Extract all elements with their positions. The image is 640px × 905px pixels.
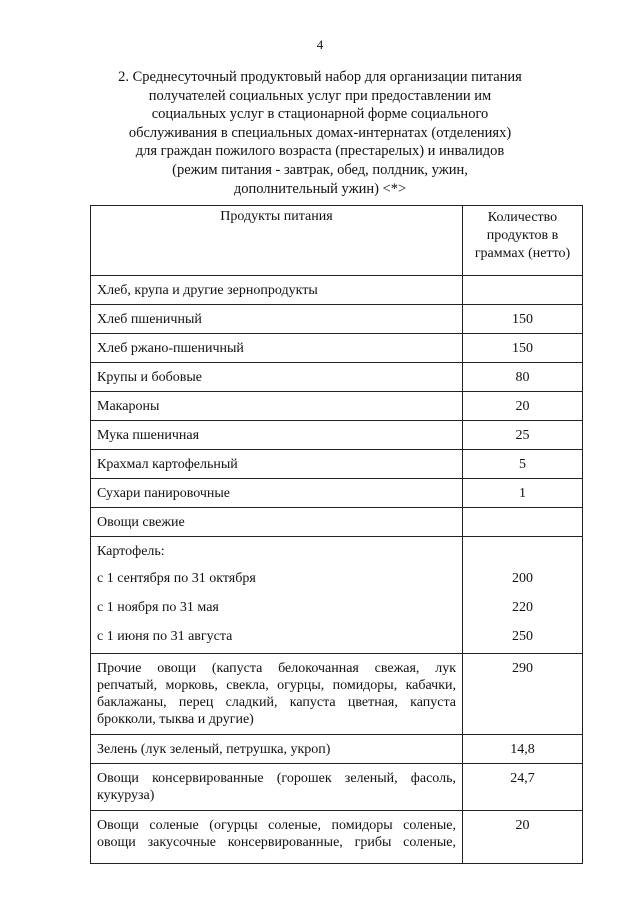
product-qty: 80 <box>463 363 583 392</box>
product-qty <box>463 508 583 537</box>
title-line: для граждан пожилого возраста (престарелых) и инвалидов <box>135 143 505 160</box>
product-table <box>90 205 583 864</box>
title-line: получателей социальных услуг при предоставлении им <box>148 87 492 104</box>
product-name: Сухари панировочные <box>91 479 463 508</box>
product-qty: 20 <box>463 392 583 421</box>
title-line: социальных услуг в стационарной форме социального <box>151 106 489 123</box>
text-line: Прочие овощи (капуста белокочанная свежая, лук <box>97 661 456 676</box>
table-row <box>91 735 583 764</box>
product-name <box>91 811 463 864</box>
product-name: Хлеб ржано-пшеничный <box>91 334 463 363</box>
text-line: брокколи, тыква и другие) <box>97 712 254 727</box>
product-qty: 150 <box>463 305 583 334</box>
potato-period: с 1 июня по 31 августа <box>97 629 233 644</box>
potato-qty: 200 <box>512 571 533 586</box>
table-row <box>91 764 583 811</box>
title-line: дополнительный ужин) <*> <box>233 180 407 197</box>
table-row <box>91 811 583 864</box>
product-name: Овощи свежие <box>91 508 463 537</box>
table-row <box>91 305 583 334</box>
product-qty: 24,7 <box>463 764 583 811</box>
product-qty: 5 <box>463 450 583 479</box>
product-qty: 20 <box>463 811 583 864</box>
table-row <box>91 334 583 363</box>
table-row <box>91 363 583 392</box>
page-number: 4 <box>316 37 324 52</box>
product-name: Хлеб пшеничный <box>91 305 463 334</box>
table-row <box>91 508 583 537</box>
table-header-row <box>91 206 583 276</box>
potato-period: с 1 сентября по 31 октября <box>97 571 256 586</box>
table-row <box>91 654 583 735</box>
table-row-potato <box>91 537 583 654</box>
product-qty: 25 <box>463 421 583 450</box>
text-line: репчатый, морковь, свекла, огурцы, помидоры, кабачки, <box>97 678 456 693</box>
section-title <box>60 68 580 198</box>
header-products: Продукты питания <box>91 206 463 276</box>
table-row <box>91 421 583 450</box>
potato-qty: 220 <box>512 600 533 615</box>
product-qty: 290 <box>463 654 583 735</box>
text-line: Овощи соленые (огурцы соленые, помидоры соленые, <box>97 818 456 833</box>
product-qty <box>463 276 583 305</box>
table-row <box>91 479 583 508</box>
product-qty: 150 <box>463 334 583 363</box>
table-row <box>91 450 583 479</box>
product-qty: 14,8 <box>463 735 583 764</box>
product-qty: 1 <box>463 479 583 508</box>
product-name: Крахмал картофельный <box>91 450 463 479</box>
product-name <box>91 537 463 654</box>
product-name: Мука пшеничная <box>91 421 463 450</box>
table-row <box>91 276 583 305</box>
product-name: Зелень (лук зеленый, петрушка, укроп) <box>91 735 463 764</box>
title-line: 2. Среднесуточный продуктовый набор для организации питания <box>118 69 522 85</box>
text-line: кукуруза) <box>97 788 155 803</box>
text-line: овощи закусочные консервированные, грибы соленые, <box>97 835 456 850</box>
text-line: баклажаны, перец сладкий, капуста цветная, капуста <box>97 695 456 710</box>
product-name: Крупы и бобовые <box>91 363 463 392</box>
product-qty <box>463 537 583 654</box>
title-line: (режим питания - завтрак, обед, полдник, ужин, <box>172 161 468 178</box>
potato-period: с 1 ноября по 31 мая <box>97 600 219 615</box>
potato-label: Картофель: <box>97 544 165 559</box>
product-name: Хлеб, крупа и другие зернопродукты <box>91 276 463 305</box>
title-line: обслуживания в специальных домах-интернатах (отделениях) <box>128 124 512 141</box>
header-quantity: Количество продуктов в граммах (нетто) <box>463 206 583 276</box>
text-line: Овощи консервированные (горошек зеленый, фасоль, <box>97 771 456 786</box>
product-name <box>91 764 463 811</box>
table-row <box>91 392 583 421</box>
product-name: Макароны <box>91 392 463 421</box>
potato-qty: 250 <box>512 629 533 644</box>
product-name <box>91 654 463 735</box>
